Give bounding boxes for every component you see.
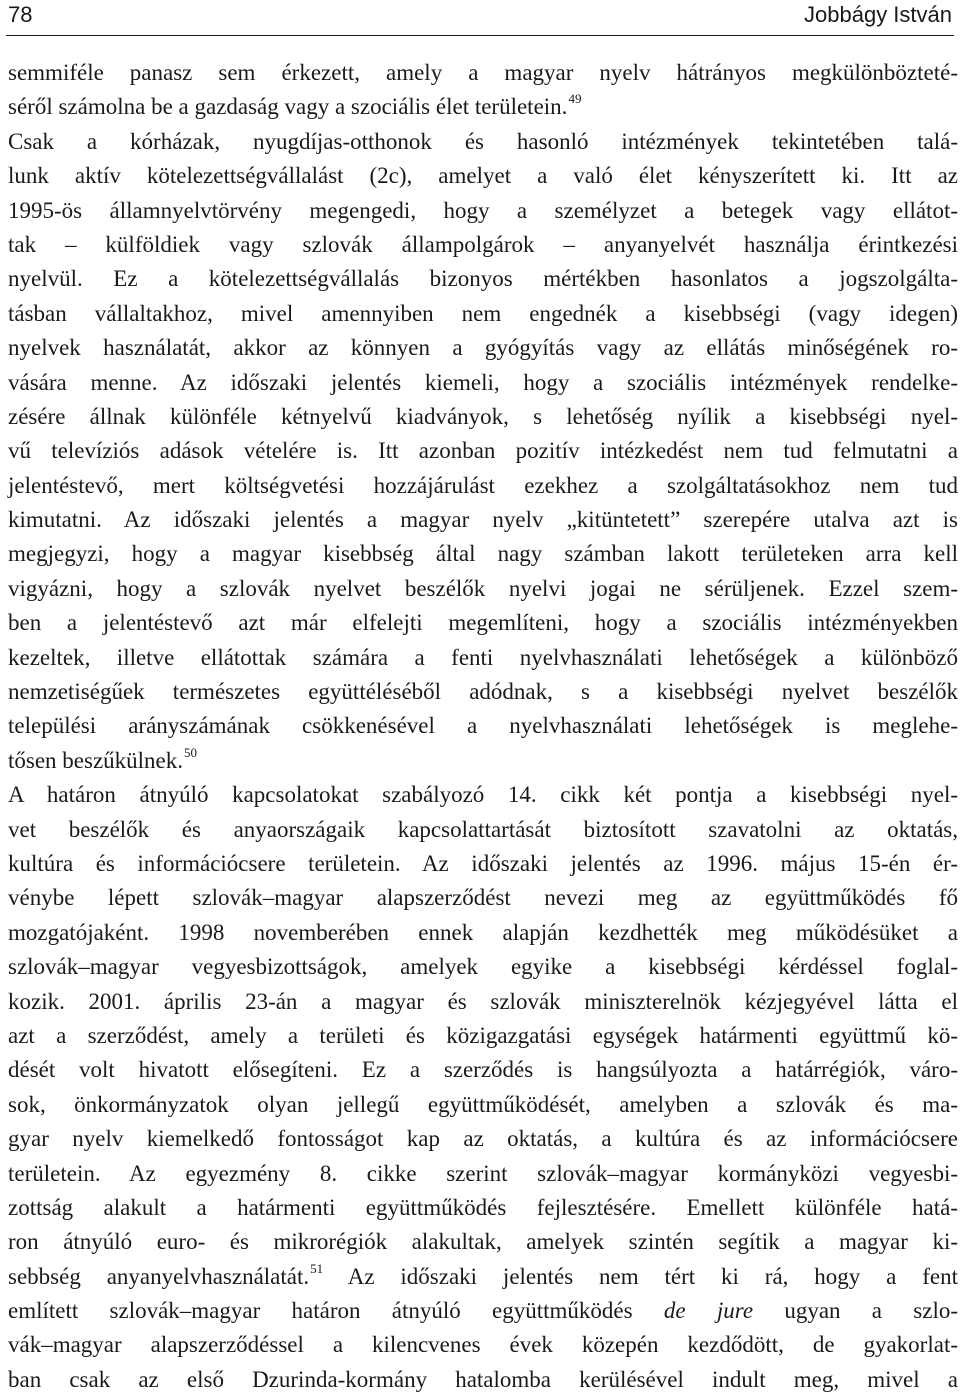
text-line xyxy=(8,537,958,571)
text-line-content: tak – külföldiek vagy szlovák állampolgárok – anyanyelvét használja érintkezési xyxy=(8,231,958,257)
text-line xyxy=(8,503,958,537)
text-line xyxy=(8,469,958,503)
text-line-content: séről számolna be a gazdaság vagy a szociális élet területein. xyxy=(8,94,568,120)
text-line xyxy=(8,572,958,606)
text-line-content: Csak a kórházak, nyugdíjas-otthonok és hasonló intézmények tekintetében talá- xyxy=(8,128,958,154)
text-line xyxy=(8,950,958,984)
text-line-content: tásban vállaltakhoz, mivel amennyiben nem engednék a kisebbségi (vagy idegen) xyxy=(8,300,958,326)
text-line xyxy=(8,434,958,468)
text-line-content: A határon átnyúló kapcsolatokat szabályozó 14. cikk két pontja a kisebbségi nyel- xyxy=(8,782,958,808)
page-number: 78 xyxy=(8,2,33,27)
text-line-content: szlovák–magyar vegyesbizottságok, amelyek egyike a kisebbségi kérdéssel foglal- xyxy=(8,954,958,980)
text-line-content: nemzetiségűek természetes együttéléséből adódnak, s a kisebbségi nyelvet beszélők xyxy=(8,679,958,705)
text-line-content: települési arányszámának csökkenésével a nyelvhasználati lehetőségek is meglehe- xyxy=(8,713,958,739)
text-line xyxy=(8,262,958,296)
text-line xyxy=(8,1328,958,1362)
text-line-content: tősen beszűkülnek. xyxy=(8,747,184,773)
text-line-content: vű televíziós adások vételére is. Itt azonban pozitív intézkedést nem tud felmutatni a xyxy=(8,438,958,464)
text-line-content: ban csak az első Dzurinda-kormány hatalomba kerülésével indult meg, mivel a xyxy=(8,1366,958,1392)
body-text xyxy=(8,56,958,1397)
text-line xyxy=(8,125,958,159)
text-line xyxy=(8,228,958,262)
text-line-content: vására menne. Az időszaki jelentés kiemeli, hogy a szociális intézmények rendelke- xyxy=(8,369,958,395)
text-line xyxy=(8,813,958,847)
text-line-content: mozgatójaként. 1998 novemberében ennek alapján kezdhették meg működésüket a xyxy=(8,919,958,945)
footnote-reference: 50 xyxy=(184,744,198,760)
text-line xyxy=(8,916,958,950)
text-line-content: sok, önkormányzatok olyan jellegű együttműködését, amelyben a szlovák és ma- xyxy=(8,1091,958,1117)
text-line xyxy=(8,1088,958,1122)
text-line-content: vet beszélők és anyaországaik kapcsolattartását biztosított szavatolni az oktatás, xyxy=(8,816,958,842)
text-line-content: területein. Az egyezmény 8. cikke szerint szlovák–magyar kormányközi vegyesbi- xyxy=(8,1160,958,1186)
text-line xyxy=(8,366,958,400)
text-line-content: 1995-ös államnyelvtörvény megengedi, hogy a személyzet a betegek vagy ellátot- xyxy=(8,197,958,223)
text-line xyxy=(8,297,958,331)
text-line xyxy=(8,90,958,124)
text-line xyxy=(8,56,958,90)
running-header xyxy=(6,0,954,34)
text-line xyxy=(8,1157,958,1191)
text-line-content: kimutatni. Az időszaki jelentés a magyar nyelv „kitüntetett” szerepére utalva azt is xyxy=(8,507,958,533)
text-line-content: sebbség anyanyelvhasználatát. xyxy=(8,1263,310,1289)
text-line xyxy=(8,1260,958,1294)
text-line-content: semmiféle panasz sem érkezett, amely a magyar nyelv hátrányos megkülönbözteté- xyxy=(8,60,958,85)
text-line xyxy=(8,709,958,743)
text-line xyxy=(8,400,958,434)
text-line-content: lunk aktív kötelezettségvállalást (2c), amelyet a való élet kényszerített ki. Itt az xyxy=(8,163,958,189)
text-line xyxy=(8,1191,958,1225)
text-line-content: vénybe lépett szlovák–magyar alapszerződést nevezi meg az együttműködés fő xyxy=(8,885,958,911)
text-line xyxy=(8,606,958,640)
text-line-content: kultúra és információcsere területein. Az időszaki jelentés az 1996. május 15-én ér- xyxy=(8,850,958,876)
text-line-content: kozik. 2001. április 23-án a magyar és szlovák miniszterelnök kézjegyével látta el xyxy=(8,988,958,1014)
text-line-content: vigyázni, hogy a szlovák nyelvet beszélők nyelvi jogai ne sérüljenek. Ezzel szem- xyxy=(8,575,958,601)
text-line-content: említett szlovák–magyar határon átnyúló együttműködés xyxy=(8,1298,664,1324)
text-line-content: megjegyzi, hogy a magyar kisebbség által nagy számban lakott területeken arra kell xyxy=(8,541,958,567)
text-line-content: vák–magyar alapszerződéssel a kilencvenes évek közepén kezdődött, de gyakorlat- xyxy=(8,1332,958,1358)
text-line-content: azt a szerződést, amely a területi és közigazgatási egységek határmenti együttmű kö- xyxy=(8,1022,958,1048)
text-line-content: zésére állnak különféle kétnyelvű kiadványok, s lehetőség nyílik a kisebbségi nyel- xyxy=(8,403,958,429)
text-line xyxy=(8,778,958,812)
text-line xyxy=(8,1294,958,1328)
text-line xyxy=(8,1122,958,1156)
text-line-content: nyelvül. Ez a kötelezettségvállalás bizonyos mértékben hasonlatos a jogszolgálta- xyxy=(8,266,958,292)
text-line-content: nyelvek használatát, akkor az könnyen a gyógyítás vagy az ellátás minőségének ro- xyxy=(8,335,958,361)
italic-term: de jure xyxy=(663,1298,754,1324)
footnote-reference: 51 xyxy=(310,1260,324,1276)
text-line-content: ron átnyúló euro- és mikrorégiók alakultak, amelyek szintén segítik a magyar ki- xyxy=(8,1229,958,1255)
text-line-content: kezeltek, illetve ellátottak számára a fenti nyelvhasználati lehetőségek a különböző xyxy=(8,644,958,670)
text-line xyxy=(8,194,958,228)
header-rule xyxy=(6,35,954,36)
text-line xyxy=(8,331,958,365)
text-line xyxy=(8,675,958,709)
text-line-content: zottság alakult a határmenti együttműködés fejlesztésére. Emellett különféle hatá- xyxy=(8,1194,958,1220)
text-line-continuation: ugyan a szlo- xyxy=(753,1298,958,1324)
text-line xyxy=(8,881,958,915)
text-line xyxy=(8,1363,958,1397)
text-line xyxy=(8,744,958,778)
text-line xyxy=(8,847,958,881)
text-line xyxy=(8,1019,958,1053)
text-line xyxy=(8,641,958,675)
text-line-content: jelentéstevő, mert költségvetési hozzájárulást ezekhez a szolgáltatásokhoz nem tud xyxy=(8,472,958,498)
running-header-author: Jobbágy István xyxy=(804,2,952,27)
footnote-reference: 49 xyxy=(568,91,582,107)
text-line-content: ben a jelentéstevő azt már elfelejti megemlíteni, hogy a szociális intézményekben xyxy=(8,610,958,636)
text-line-content: dését volt hivatott elősegíteni. Ez a szerződés is hangsúlyozta a határrégiók, váro- xyxy=(8,1057,958,1083)
text-line xyxy=(8,1225,958,1259)
text-line xyxy=(8,985,958,1019)
text-line xyxy=(8,159,958,193)
text-line-continuation: Az időszaki jelentés nem tért ki rá, hogy a fent xyxy=(323,1263,958,1289)
text-line xyxy=(8,1053,958,1087)
text-line-content: gyar nyelv kiemelkedő fontosságot kap az oktatás, a kultúra és az információcsere xyxy=(8,1126,958,1152)
